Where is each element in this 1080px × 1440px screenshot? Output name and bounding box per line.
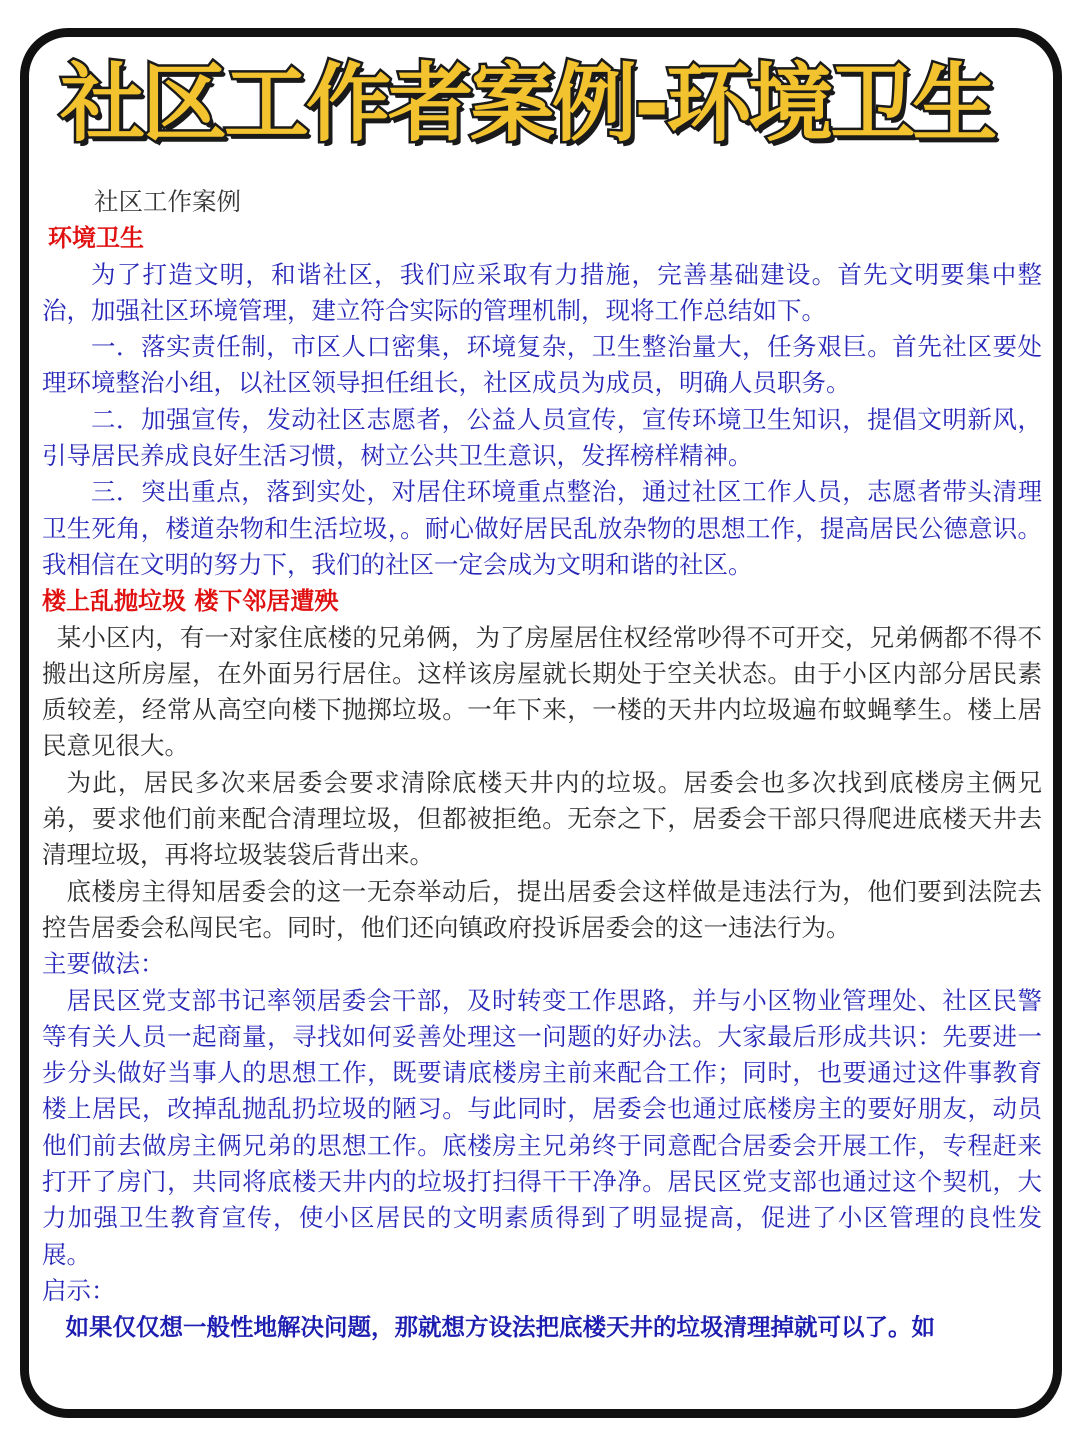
paragraph: 一．落实责任制，市区人口密集，环境复杂，卫生整治量大，任务艰巨。首先社区要处理环境整治小组，以社区领导担任组长，社区成员为成员，明确人员职务。: [42, 332, 1042, 398]
section-heading-environment: 环境卫生: [48, 224, 144, 253]
section-heading-insight: 启示：: [42, 1275, 116, 1305]
paragraph: 为了打造文明，和谐社区，我们应采取有力措施，完善基础建设。首先文明要集中整治，加强社区环境管理，建立符合实际的管理机制，现将工作总结如下。: [42, 259, 1042, 325]
article-body: [42, 184, 1042, 1346]
paragraph: 如果仅仅想一般性地解决问题，那就想方设法把底楼天井的垃圾清理掉就可以了。如: [65, 1313, 935, 1342]
paragraph: 某小区内，有一对家住底楼的兄弟俩，为了房屋居住权经常吵得不可开交，兄弟俩都不得不搬出这所房屋，在外面另行居住。这样该房屋就长期处于空关状态。由于小区内部分居民素质较差，经常从高空向楼下抛掷垃圾。一年下来，一楼的天井内垃圾遍布蚊蝇孳生。楼上居民意见很大。: [42, 622, 1042, 761]
paragraph: 二．加强宣传，发动社区志愿者，公益人员宣传，宣传环境卫生知识，提倡文明新风，引导居民养成良好生活习惯，树立公共卫生意识，发挥榜样精神。: [42, 404, 1042, 471]
subtitle: 社区工作案例: [94, 187, 241, 216]
page-title: 社区工作者案例-环境卫生: [60, 55, 995, 154]
paragraph: 为此，居民多次来居委会要求清除底楼天井内的垃圾。居委会也多次找到底楼房主俩兄弟，要求他们前来配合清理垃圾，但都被拒绝。无奈之下，居委会干部只得爬进底楼天井去清理垃圾，再将垃圾装袋后背出来。: [42, 767, 1042, 870]
paragraph: 居民区党支部书记率领居委会干部，及时转变工作思路，并与小区物业管理处、社区民警等有关人员一起商量，寻找如何妥善处理这一问题的好办法。大家最后形成共识：先要进一步分头做好当事人的思想工作，既要请底楼房主前来配合工作；同时，也要通过这件事教育楼上居民，改掉乱抛乱扔垃圾的陋习。与此同时，居委会也通过底楼房主的要好朋友，动员他们前去做房主俩兄弟的思想工作。底楼房主兄弟终于同意配合居委会开展工作，专程赶来打开了房门，共同将底楼天井内的垃圾打扫得干干净净。居民区党支部也通过这个契机，大力加强卫生教育宣传，使小区居民的文明素质得到了明显提高，促进了小区管理的良性发展。: [42, 985, 1042, 1269]
paragraph: 底楼房主得知居委会的这一无奈举动后，提出居委会这样做是违法行为，他们要到法院去控告居委会私闯民宅。同时，他们还向镇政府投诉居委会的这一违法行为。: [42, 876, 1042, 942]
paragraph: 三．突出重点，落到实处，对居住环境重点整治，通过社区工作人员，志愿者带头清理卫生死角，楼道杂物和生活垃圾，。耐心做好居民乱放杂物的思想工作，提高居民公德意识。我相信在文明的努力下，我们的社区一定会成为文明和谐的社区。: [42, 477, 1042, 579]
section-heading-case: 楼上乱抛垃圾 楼下邻居遭殃: [42, 587, 339, 616]
section-heading-methods: 主要做法：: [42, 949, 165, 979]
